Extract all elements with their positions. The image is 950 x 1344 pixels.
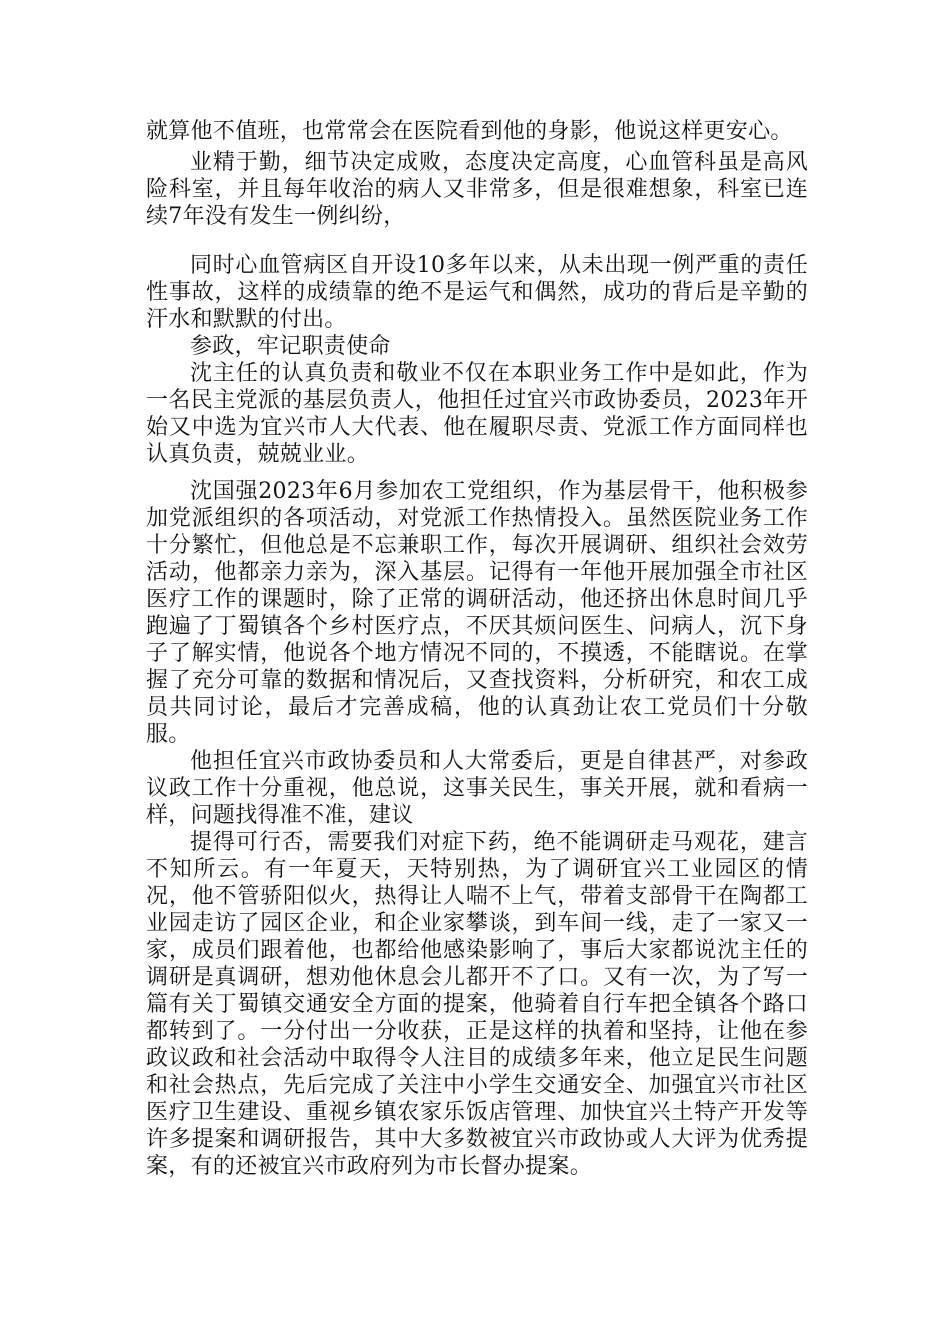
- document-body: [146, 118, 808, 1180]
- section-heading: 参政，牢记职责使命: [190, 334, 391, 359]
- paragraph-5: 沈国强2023年6月参加农工党组织，作为基层骨干，他积极参加党派组织的各项活动，对党派工作热情投入。虽然医院业务工作十分繁忙，但他总是不忘兼职工作，每次开展调研、组织社会效劳活动，他都亲力亲为，深入基层。记得有一年他开展加强全市社区医疗工作的课题时，除了正常的调研活动，他还挤出休息时间几乎跑遍了丁蜀镇各个乡村医疗点，不厌其烦问医生、问病人，沉下身子了解实情，他说各个地方情况不同的，不摸透，不能瞎说。在掌握了充分可靠的数据和情况后，又查找资料，分析研究，和农工成员共同讨论，最后才完善成稿，他的认真劲让农工党员们十分敬服。: [146, 479, 808, 747]
- paragraph-4: 沈主任的认真负责和敬业不仅在本职业务工作中是如此，作为一名民主党派的基层负责人，他担任过宜兴市政协委员，2023年开始又中选为宜兴市人大代表、他在履职尽责、党派工作方面同样也认真负责，兢兢业业。: [146, 361, 808, 467]
- paragraph-3: 同时心血管病区自开设10多年以来，从未出现一例严重的责任性事故，这样的成绩靠的绝不是运气和偶然，成功的背后是辛勤的汗水和默默的付出。: [146, 253, 808, 332]
- paragraph-2: 业精于勤，细节决定成败，态度决定高度，心血管科虽是高风险科室，并且每年收治的病人又非常多，但是很难想象，科室已连续7年没有发生一例纠纷，: [146, 150, 808, 229]
- paragraph-6: 他担任宜兴市政协委员和人大常委后，更是自律甚严，对参政议政工作十分重视，他总说，这事关民生，事关开展，就和看病一样，问题找得准不准，建议: [146, 749, 808, 828]
- paragraph-7: 提得可行否，需要我们对症下药，绝不能调研走马观花，建言不知所云。有一年夏天，天特别热，为了调研宜兴工业园区的情况，他不管骄阳似火，热得让人喘不上气，带着支部骨干在陶都工业园走访了园区企业，和企业家攀谈，到车间一线，走了一家又一家，成员们跟着他，也都给他感染影响了，事后大家都说沈主任的调研是真调研，想劝他休息会儿都开不了口。又有一次，为了写一篇有关丁蜀镇交通安全方面的提案，他骑着自行车把全镇各个路口都转到了。一分付出一分收获，正是这样的执着和坚持，让他在参政议政和社会活动中取得令人注目的成绩多年来，他立足民生问题和社会热点，先后完成了关注中小学生交通安全、加强宜兴市社区医疗卫生建设、重视乡镇农家乐饭店管理、加快宜兴土特产开发等许多提案和调研报告，其中大多数被宜兴市政协或人大评为优秀提案，有的还被宜兴市政府列为市长督办提案。: [146, 830, 808, 1179]
- paragraph-1: 就算他不值班，也常常会在医院看到他的身影，他说这样更安心。: [146, 119, 793, 144]
